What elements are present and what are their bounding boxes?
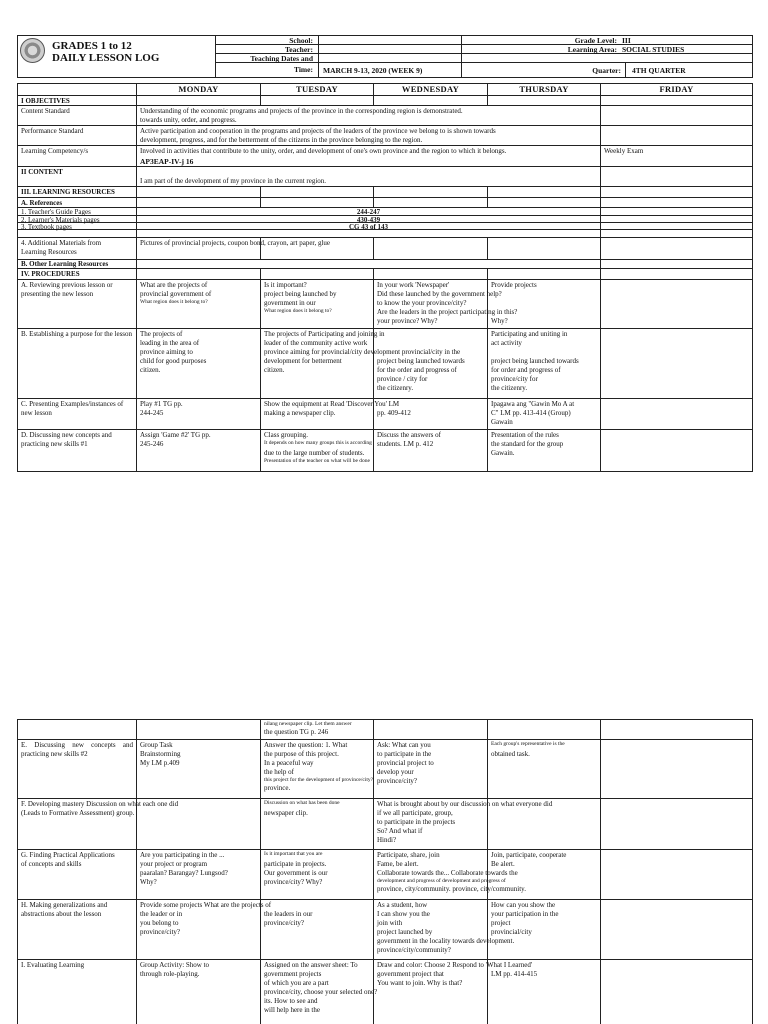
procedure-a-label: A. Reviewing previous lesson or presenting the new lesson — [21, 281, 113, 298]
text-line: the leaders in our — [264, 910, 313, 918]
content-heading: II CONTENT — [21, 168, 63, 176]
procedure-d-thursday — [488, 430, 600, 459]
competency-code: AP3EAP-IV-j 16 — [140, 157, 194, 166]
grade-value: III — [622, 36, 631, 45]
procedure-g-label — [18, 850, 136, 870]
text-line: Group Task — [140, 741, 173, 749]
text-line: What region does it belong to? — [140, 299, 208, 305]
teacher-label: Teacher: — [284, 45, 313, 54]
text-line: Ask: What can you — [377, 741, 431, 749]
text-line: students. LM p. 412 — [377, 440, 434, 448]
text-line: province/city? — [377, 777, 418, 785]
references-heading: A. References — [21, 199, 63, 207]
procedure-c-monday — [137, 399, 260, 419]
text-line: your province? Why? — [377, 317, 438, 325]
text-line: child for good purposes — [140, 357, 207, 365]
procedure-i-label: I. Evaluating Learning — [21, 961, 85, 969]
text-line: Our government is our — [264, 869, 328, 877]
text-line: nilang newspaper clip. Let them answer — [264, 721, 352, 727]
quarter-label: Quarter: — [592, 66, 621, 75]
day-header-thursday: THURSDAY — [519, 84, 569, 94]
text-line: making a newspaper clip. — [264, 409, 336, 417]
text-line: project launched by — [377, 928, 433, 936]
text-line: development and progress of development and progress of — [377, 878, 506, 884]
procedure-d-tuesday — [261, 430, 373, 466]
lm-pages-label: 2. Learner's Materials pages — [21, 216, 100, 224]
text-line: of which you are a part — [264, 979, 329, 987]
text-line: leader of the community active work — [264, 339, 368, 347]
text-line: the standard for the group — [491, 440, 564, 448]
text-line: to know the your province/city? — [377, 299, 467, 307]
text-line: What are the projects of — [140, 281, 208, 289]
text-line: for the order and progress of — [377, 366, 457, 374]
dates-value: MARCH 9-13, 2020 (WEEK 9) — [323, 66, 423, 75]
procedures-heading: IV. PROCEDURES — [21, 270, 80, 278]
grade-label: Grade Level: — [574, 36, 617, 45]
procedure-d-label: D. Discussing new concepts and practicing new skills #1 — [21, 431, 112, 448]
text-line: to participate in the projects — [377, 818, 456, 826]
procedure-a-thursday — [488, 280, 600, 327]
procedure-c-thursday — [488, 399, 600, 428]
text-line: leading in the area of — [140, 339, 200, 347]
text-line: I can show you the — [377, 910, 430, 918]
text-line: Participate, share, join — [377, 851, 440, 859]
text-line: Fame, be alert. — [377, 860, 419, 868]
text-line: provincial project to — [377, 759, 434, 767]
procedure-e-monday — [137, 740, 260, 769]
friday-weekly-exam: Weekly Exam — [604, 147, 644, 155]
text-line: Are you participating in the ... — [140, 851, 225, 859]
procedure-d-wednesday — [374, 430, 487, 450]
content-standard-text: Understanding of the economic programs and projects of the province in the corresponding region is demonstrated. — [140, 107, 463, 115]
text-line: Each group's representative is the — [491, 741, 565, 747]
text-line: the question TG p. 246 — [264, 728, 329, 736]
text-line: Hindi? — [377, 836, 397, 844]
text-line: Is it important that you are — [264, 851, 323, 857]
procedure-b-thursday — [488, 329, 600, 394]
text-line: So? And what if — [377, 827, 423, 835]
procedure-d-monday — [137, 430, 260, 450]
text-line: project being launched towards — [491, 357, 579, 365]
text-line: Ipagawa ang "Gawin Mo A at — [491, 400, 575, 408]
text-line: citizen. — [264, 366, 285, 374]
deped-seal-logo — [20, 38, 45, 63]
text-line: province, city/community. province, city/community. — [377, 885, 526, 893]
text-line: Brainstorming — [140, 750, 181, 758]
text-line: Discussion on what has been done — [264, 800, 340, 806]
text-line: government projects — [264, 970, 322, 978]
text-line: government in our — [264, 299, 316, 307]
text-line: 244-245 — [140, 409, 164, 417]
resources-heading: III. LEARNING RESOURCES — [21, 188, 115, 196]
text-line: Class grouping. — [264, 431, 308, 439]
text-line: project — [491, 919, 511, 927]
text-line: your participation in the — [491, 910, 559, 918]
procedure-f-tuesday — [261, 799, 373, 819]
dates-label-1: Teaching Dates and — [250, 54, 313, 63]
additional-materials-label-1: 4. Additional Materials from — [21, 239, 102, 247]
area-label: Learning Area: — [567, 45, 617, 54]
text-line: Gawain. — [491, 449, 515, 457]
text-line: if we all participate, group, — [377, 809, 453, 817]
text-line: Show the equipment at Read 'Discover You' LM — [264, 400, 400, 408]
text-line: of concepts and skills — [21, 860, 82, 868]
text-line: Presentation of the teacher on what will be done — [264, 458, 370, 464]
procedure-b-monday — [137, 329, 260, 376]
text-line: provincial/city — [491, 928, 532, 936]
procedure-g-tuesday — [261, 850, 373, 888]
text-line: What region does it belong to? — [264, 308, 332, 314]
performance-standard-label: Performance Standard — [21, 127, 84, 135]
text-line: The projects of — [140, 330, 183, 338]
text-line: The projects of Participating and joining in — [264, 330, 385, 338]
content-standard-text-2: towards unity, order, and progress. — [140, 116, 237, 124]
performance-standard-text-2: development, progress, and for the betterment of the citizens in the province belonging to the region. — [140, 136, 423, 144]
procedure-c-wednesday: pp. 409-412 — [377, 409, 411, 417]
text-line: participate in projects. — [264, 860, 327, 868]
area-value: SOCIAL STUDIES — [622, 45, 685, 54]
day-header-monday: MONDAY — [178, 84, 219, 94]
procedure-g-thursday — [488, 850, 600, 870]
text-line: Draw and color: Choose 2 Respond to 'What I Learned' — [377, 961, 533, 969]
text-line: It depends on how many groups this is according — [264, 440, 372, 446]
text-line: Collaborate towards the... Collaborate towards the — [377, 869, 518, 877]
text-line: Be alert. — [491, 860, 515, 868]
title-line-2: DAILY LESSON LOG — [52, 52, 160, 64]
procedure-g-monday — [137, 850, 260, 888]
text-line: newspaper clip. — [264, 809, 308, 817]
text-line: Discuss the answers of — [377, 431, 441, 439]
tg-pages-label: 1. Teacher's Guide Pages — [21, 208, 91, 216]
text-line: My LM p.409 — [140, 759, 180, 767]
additional-materials-label-2: Learning Resources — [21, 248, 77, 256]
text-line: province/city? Why? — [264, 878, 323, 886]
text-line: obtained task. — [491, 750, 530, 758]
text-line: the leader or in — [140, 910, 183, 918]
text-line: Provide projects — [491, 281, 537, 289]
text-line: Presentation of the rules — [491, 431, 559, 439]
text-line: to participate in the — [377, 750, 432, 758]
competency-label: Learning Competency/s — [21, 147, 89, 155]
text-line: C" LM pp. 413-414 (Group) — [491, 409, 571, 417]
content-standard-label: Content Standard — [21, 107, 70, 115]
text-line: Join, participate, cooperate — [491, 851, 567, 859]
text-line: Group Activity: Show to — [140, 961, 210, 969]
text-line: through role-playing. — [140, 970, 200, 978]
text-line: provincial government of — [140, 290, 212, 298]
text-line: In your work 'Newspaper' — [377, 281, 450, 289]
procedure-i-thursday: LM pp. 414-415 — [491, 970, 538, 978]
text-line: Why? — [140, 878, 157, 886]
text-line: G. Finding Practical Applications — [21, 851, 115, 859]
text-line: join with — [377, 919, 403, 927]
text-line: Assign 'Game #2' TG pp. — [140, 431, 211, 439]
day-header-tuesday: TUESDAY — [296, 84, 338, 94]
text-line: project being launched by — [264, 290, 337, 298]
text-line: act activity — [491, 339, 522, 347]
text-line: will help here in the — [264, 1006, 320, 1014]
procedure-a-monday — [137, 280, 260, 307]
procedure-e-label: E. Discussing new concepts and practicing new skills #2 — [21, 741, 133, 758]
text-line: province/city/community? — [377, 946, 451, 954]
dates-label-2: Time: — [293, 65, 313, 74]
content-text: I am part of the development of my province in the current region. — [140, 177, 327, 185]
text-line: the citizenry. — [377, 384, 414, 392]
text-line: 245-246 — [140, 440, 164, 448]
quarter-value: 4TH QUARTER — [632, 66, 686, 75]
day-header-wednesday: WEDNESDAY — [401, 84, 460, 94]
text-line: its. How to see and — [264, 997, 318, 1005]
objectives-heading: I OBJECTIVES — [21, 97, 70, 105]
text-line: the citizenry. — [491, 384, 528, 392]
text-line: In a peaceful way — [264, 759, 314, 767]
text-line: province/city, choose your selected one? — [264, 988, 378, 996]
text-line: province / city for — [377, 375, 428, 383]
text-line: How can you show the — [491, 901, 556, 909]
text-line: development for betterment — [264, 357, 342, 365]
text-line: develop your — [377, 768, 414, 776]
procedure-b-wednesday — [374, 356, 487, 394]
competency-text: Involved in activities that contribute to the unity, order, and development of one's own province and the region to which it belongs. — [140, 147, 507, 155]
procedure-h-thursday — [488, 900, 600, 938]
text-line: Assigned on the answer sheet: To — [264, 961, 358, 969]
text-line: Answer the question: 1. What — [264, 741, 348, 749]
procedure-f-wednesday — [374, 799, 600, 846]
additional-materials-value: Pictures of provincial projects, coupon bond, crayon, art paper, glue — [140, 239, 331, 247]
procedure-e-wednesday — [374, 740, 487, 787]
day-header-friday: FRIDAY — [659, 84, 694, 94]
text-line: abstractions about the lesson — [21, 910, 102, 918]
text-line: Why? — [491, 317, 508, 325]
continuation-tuesday — [261, 720, 441, 738]
text-line: project being launched towards — [377, 357, 465, 365]
procedure-c-label: C. Presenting Examples/instances of new lesson — [21, 400, 124, 417]
text-line: government in the locality towards development. — [377, 937, 515, 945]
procedure-f-label — [18, 799, 268, 819]
text-line: Participating and uniting in — [491, 330, 568, 338]
school-label: School: — [289, 36, 313, 45]
text-line: your project or program — [140, 860, 208, 868]
procedure-h-label — [18, 900, 136, 920]
text-line: H. Making generalizations and — [21, 901, 108, 909]
text-line: the purpose of this project. — [264, 750, 339, 758]
performance-standard-text: Active participation and cooperation in the programs and projects of the leaders of the province we belong to is shown towards — [140, 127, 496, 135]
text-line: due to the large number of students. — [264, 449, 365, 457]
textbook-pages-value: CG 43 of 143 — [348, 223, 389, 231]
text-line: province/city? — [264, 919, 305, 927]
text-line: paaralan? Barangay? Lungsod? — [140, 869, 228, 877]
text-line: Are the leaders in the project participating in this? — [377, 308, 518, 316]
text-line: the help of — [264, 768, 294, 776]
text-line: you belong to — [140, 919, 179, 927]
procedure-a-tuesday — [261, 280, 373, 316]
procedure-e-thursday — [488, 740, 600, 760]
text-line: Did these launched by the government help? — [377, 290, 502, 298]
text-line: F. Developing mastery Discussion on what each one did — [21, 800, 179, 808]
text-line: province/city? — [140, 928, 181, 936]
procedure-b-label: B. Establishing a purpose for the lesson — [21, 330, 133, 338]
lm-pages-value: 430-439 — [356, 216, 381, 224]
title-line-1: GRADES 1 to 12 — [52, 40, 132, 52]
text-line: What is brought about by our discussion on what everyone did — [377, 800, 553, 808]
text-line: this project for the development of province/city? — [264, 777, 374, 783]
text-line: citizen. — [140, 366, 161, 374]
text-line: As a student, how — [377, 901, 428, 909]
procedure-i-monday — [137, 960, 260, 980]
text-line: for order and progress of — [491, 366, 561, 374]
text-line: province. — [264, 784, 291, 792]
other-resources-heading: B. Other Learning Resources — [21, 260, 109, 268]
text-line: (Leads to Formative Assessment) group. — [21, 809, 135, 817]
tg-pages-value: 244-247 — [356, 208, 381, 216]
text-line: Provide some projects What are the projects of — [140, 901, 272, 909]
text-line: You want to join. Why is that? — [377, 979, 463, 987]
text-line: province aiming for provincial/city development provincial/city in the — [264, 348, 461, 356]
text-line: Play #1 TG pp. — [140, 400, 183, 408]
text-line: government project that — [377, 970, 444, 978]
procedure-h-tuesday — [261, 909, 373, 929]
textbook-pages-label: 3. Textbook pages — [21, 223, 72, 231]
text-line: Gawain — [491, 418, 513, 426]
text-line: province aiming to — [140, 348, 193, 356]
text-line: province/city for — [491, 375, 538, 383]
text-line: Is it important? — [264, 281, 307, 289]
